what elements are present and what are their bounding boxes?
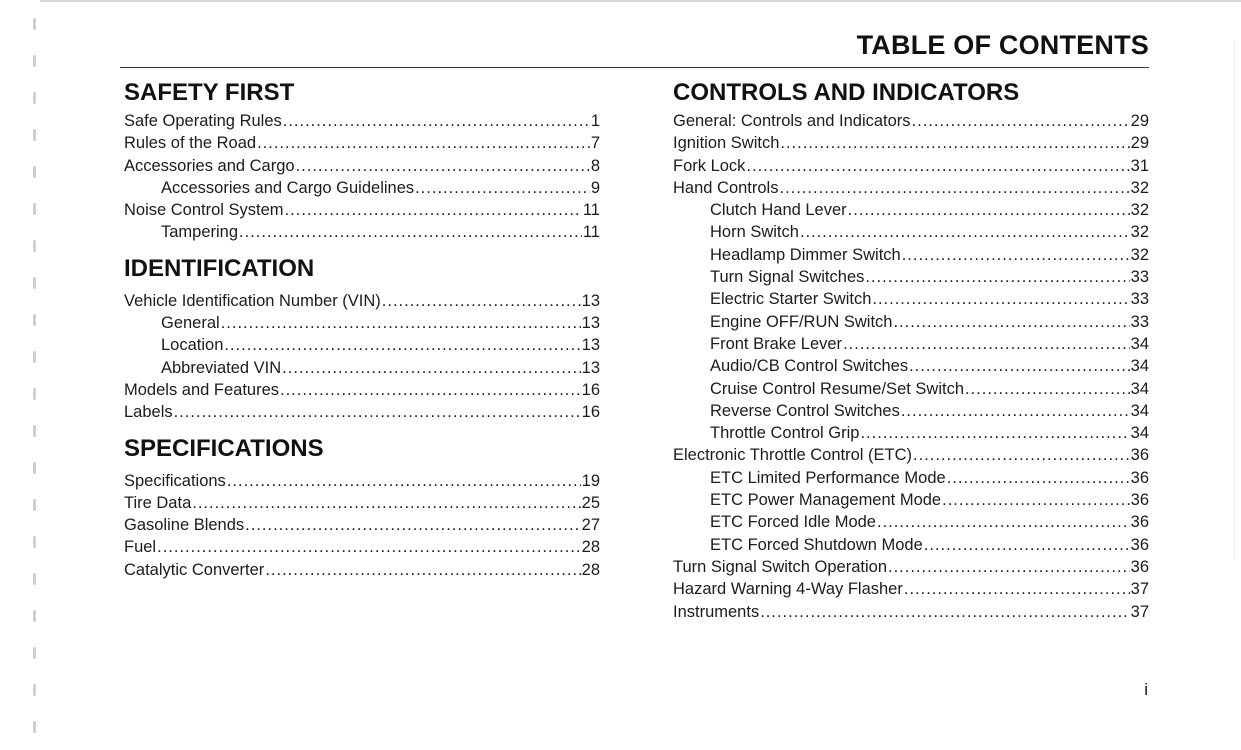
toc-dot-leader bbox=[942, 489, 1130, 511]
section-entries-controls-and-indicators bbox=[673, 110, 1149, 623]
toc-entry-title: ETC Power Management Mode bbox=[710, 491, 942, 510]
toc-entry-page: 36 bbox=[1130, 468, 1149, 487]
toc-entry-page: 36 bbox=[1130, 491, 1149, 510]
toc-entry-page: 16 bbox=[581, 403, 600, 422]
toc-entry-page: 37 bbox=[1130, 580, 1149, 599]
toc-entry[interactable] bbox=[124, 155, 600, 177]
binding-mark bbox=[33, 55, 36, 67]
toc-entry-title: Catalytic Converter bbox=[124, 560, 265, 579]
toc-entry-page: 34 bbox=[1130, 424, 1149, 443]
toc-entry-title: Abbreviated VIN bbox=[161, 358, 282, 377]
toc-entry-page: 34 bbox=[1130, 401, 1149, 420]
toc-entry-title: Models and Features bbox=[124, 380, 280, 399]
binding-mark bbox=[33, 647, 36, 659]
toc-dot-leader bbox=[872, 288, 1129, 310]
toc-entry-title: Clutch Hand Lever bbox=[710, 201, 847, 220]
section-heading-safety-first: SAFETY FIRST bbox=[124, 79, 295, 106]
toc-entry-title: Electronic Throttle Control (ETC) bbox=[673, 446, 913, 465]
binding-hole-marks bbox=[33, 18, 39, 728]
toc-entry[interactable] bbox=[124, 536, 600, 558]
section-heading-identification: IDENTIFICATION bbox=[124, 254, 315, 282]
toc-dot-leader bbox=[848, 199, 1130, 221]
toc-entry[interactable] bbox=[673, 221, 1149, 243]
toc-entry[interactable] bbox=[673, 177, 1149, 199]
toc-entry[interactable] bbox=[124, 401, 600, 423]
toc-entry[interactable] bbox=[124, 177, 600, 199]
toc-entry-page: 9 bbox=[590, 178, 600, 197]
toc-dot-leader bbox=[415, 177, 590, 199]
toc-entry[interactable] bbox=[124, 132, 600, 154]
toc-dot-leader bbox=[257, 132, 590, 154]
toc-entry-page: 29 bbox=[1130, 112, 1149, 130]
toc-entry-page: 34 bbox=[1130, 379, 1149, 398]
toc-entry[interactable] bbox=[673, 355, 1149, 377]
toc-entry[interactable] bbox=[124, 290, 600, 312]
toc-entry-title: Reverse Control Switches bbox=[710, 401, 900, 420]
toc-entry-title: Tampering bbox=[161, 223, 239, 242]
toc-entry-page: 36 bbox=[1130, 446, 1149, 465]
toc-entry-title: Cruise Control Resume/Set Switch bbox=[710, 379, 965, 398]
toc-entry[interactable] bbox=[673, 266, 1149, 288]
binding-mark bbox=[33, 721, 36, 733]
toc-entry-title: Turn Signal Switch Operation bbox=[673, 557, 887, 576]
title-divider bbox=[120, 67, 1149, 68]
toc-entry-page: 1 bbox=[590, 112, 600, 130]
toc-dot-leader bbox=[192, 492, 580, 514]
toc-entry-title: Front Brake Lever bbox=[710, 334, 843, 353]
toc-dot-leader bbox=[296, 155, 590, 177]
toc-entry-title: General bbox=[161, 314, 220, 333]
toc-entry[interactable] bbox=[673, 333, 1149, 355]
toc-entry-page: 33 bbox=[1130, 290, 1149, 309]
toc-dot-leader bbox=[280, 379, 581, 401]
toc-dot-leader bbox=[265, 559, 580, 581]
toc-entry-page: 16 bbox=[581, 380, 600, 399]
toc-entry[interactable] bbox=[124, 110, 600, 132]
binding-mark bbox=[33, 388, 36, 400]
binding-mark bbox=[33, 129, 36, 141]
toc-entry[interactable] bbox=[124, 492, 600, 514]
toc-entry[interactable] bbox=[673, 422, 1149, 444]
toc-entry[interactable] bbox=[673, 534, 1149, 556]
toc-entry[interactable] bbox=[124, 514, 600, 536]
toc-entry[interactable] bbox=[124, 312, 600, 334]
binding-mark bbox=[33, 684, 36, 696]
toc-dot-leader bbox=[893, 311, 1129, 333]
toc-entry-page: 36 bbox=[1130, 535, 1149, 554]
toc-entry-title: Hazard Warning 4-Way Flasher bbox=[673, 580, 903, 599]
toc-dot-leader bbox=[888, 556, 1130, 578]
toc-entry-page: 36 bbox=[1130, 557, 1149, 576]
toc-entry[interactable] bbox=[124, 470, 600, 492]
toc-entry[interactable] bbox=[673, 511, 1149, 533]
toc-entry[interactable] bbox=[673, 199, 1149, 221]
toc-dot-leader bbox=[904, 578, 1130, 600]
toc-entry[interactable] bbox=[124, 334, 600, 356]
toc-entry-page: 19 bbox=[581, 471, 600, 490]
toc-dot-leader bbox=[843, 333, 1130, 355]
binding-mark bbox=[33, 425, 36, 437]
toc-entry[interactable] bbox=[673, 244, 1149, 266]
toc-dot-leader bbox=[901, 400, 1130, 422]
toc-dot-leader bbox=[909, 355, 1130, 377]
toc-entry-page: 28 bbox=[581, 560, 600, 579]
toc-entry-page: 34 bbox=[1130, 334, 1149, 353]
toc-entry-title: Hand Controls bbox=[673, 178, 779, 197]
binding-mark bbox=[33, 166, 36, 178]
toc-entry-page: 34 bbox=[1130, 357, 1149, 376]
toc-dot-leader bbox=[245, 514, 580, 536]
toc-entry[interactable] bbox=[673, 489, 1149, 511]
toc-dot-leader bbox=[800, 221, 1130, 243]
toc-dot-leader bbox=[283, 110, 590, 132]
toc-dot-leader bbox=[157, 536, 581, 558]
binding-mark bbox=[33, 351, 36, 363]
toc-entry-title: Audio/CB Control Switches bbox=[710, 357, 909, 376]
toc-entry-page: 33 bbox=[1130, 268, 1149, 287]
toc-entry[interactable] bbox=[673, 110, 1149, 132]
binding-mark bbox=[33, 573, 36, 585]
page-top-edge bbox=[40, 0, 1241, 2]
toc-entry-page: 33 bbox=[1130, 312, 1149, 331]
toc-entry-page: 13 bbox=[581, 291, 600, 310]
page-number: i bbox=[1144, 680, 1148, 699]
toc-entry-title: Labels bbox=[124, 403, 173, 422]
toc-entry-title: Rules of the Road bbox=[124, 134, 257, 153]
toc-entry-title: General: Controls and Indicators bbox=[673, 112, 911, 130]
toc-entry[interactable] bbox=[673, 378, 1149, 400]
toc-entry-title: Instruments bbox=[673, 602, 760, 621]
toc-dot-leader bbox=[227, 470, 581, 492]
toc-dot-leader bbox=[224, 334, 580, 356]
toc-entry-title: Fork Lock bbox=[673, 156, 746, 175]
toc-dot-leader bbox=[912, 110, 1130, 132]
toc-entry-title: Safe Operating Rules bbox=[124, 112, 282, 130]
toc-entry-title: ETC Forced Shutdown Mode bbox=[710, 535, 923, 554]
toc-entry-page: 28 bbox=[581, 538, 600, 557]
binding-mark bbox=[33, 536, 36, 548]
toc-entry[interactable] bbox=[673, 288, 1149, 310]
toc-dot-leader bbox=[965, 378, 1130, 400]
toc-dot-leader bbox=[877, 511, 1130, 533]
section-entries-identification bbox=[124, 290, 600, 424]
toc-entry-title: Tire Data bbox=[124, 493, 192, 512]
section-entries-safety-first bbox=[124, 110, 600, 244]
binding-mark bbox=[33, 314, 36, 326]
section-heading-specifications: SPECIFICATIONS bbox=[124, 434, 324, 462]
toc-left-column bbox=[124, 78, 600, 581]
toc-dot-leader bbox=[779, 177, 1129, 199]
toc-entry-page: 13 bbox=[581, 336, 600, 355]
toc-entry-page: 32 bbox=[1130, 245, 1149, 264]
toc-dot-leader bbox=[174, 401, 581, 423]
page-right-edge bbox=[1234, 40, 1235, 560]
binding-mark bbox=[33, 462, 36, 474]
toc-dot-leader bbox=[780, 132, 1129, 154]
toc-entry-title: Engine OFF/RUN Switch bbox=[710, 312, 893, 331]
binding-mark bbox=[33, 499, 36, 511]
toc-entry-title: Specifications bbox=[124, 471, 226, 490]
toc-entry-page: 29 bbox=[1130, 134, 1149, 153]
section-entries-specifications bbox=[124, 470, 600, 581]
toc-dot-leader bbox=[285, 199, 582, 221]
toc-entry-title: Accessories and Cargo Guidelines bbox=[161, 178, 415, 197]
toc-dot-leader bbox=[382, 290, 581, 312]
toc-dot-leader bbox=[760, 601, 1129, 623]
toc-dot-leader bbox=[865, 266, 1129, 288]
toc-dot-leader bbox=[947, 467, 1130, 489]
toc-dot-leader bbox=[924, 534, 1130, 556]
toc-entry-page: 11 bbox=[582, 201, 600, 220]
toc-entry-page: 13 bbox=[581, 358, 600, 377]
toc-entry-page: 36 bbox=[1130, 513, 1149, 532]
toc-entry[interactable] bbox=[124, 221, 600, 243]
toc-entry-title: Vehicle Identification Number (VIN) bbox=[124, 291, 381, 310]
toc-entry-page: 32 bbox=[1130, 178, 1149, 197]
toc-dot-leader bbox=[913, 444, 1130, 466]
toc-entry[interactable] bbox=[673, 578, 1149, 600]
binding-mark bbox=[33, 240, 36, 252]
toc-entry[interactable] bbox=[673, 132, 1149, 154]
toc-entry-page: 7 bbox=[590, 134, 600, 153]
toc-entry-page: 27 bbox=[581, 516, 600, 535]
toc-entry[interactable] bbox=[673, 601, 1149, 623]
toc-dot-leader bbox=[239, 221, 582, 243]
toc-dot-leader bbox=[860, 422, 1129, 444]
toc-entry-title: Fuel bbox=[124, 538, 157, 557]
toc-entry[interactable] bbox=[673, 400, 1149, 422]
toc-entry-page: 37 bbox=[1130, 602, 1149, 621]
toc-entry[interactable] bbox=[124, 199, 600, 221]
toc-entry-page: 13 bbox=[581, 314, 600, 333]
toc-entry-page: 11 bbox=[582, 223, 600, 242]
toc-entry-title: Electric Starter Switch bbox=[710, 290, 872, 309]
toc-entry[interactable] bbox=[673, 444, 1149, 466]
toc-entry[interactable] bbox=[124, 559, 600, 581]
toc-entry[interactable] bbox=[673, 467, 1149, 489]
toc-right-column bbox=[673, 78, 1149, 623]
toc-entry[interactable] bbox=[124, 357, 600, 379]
toc-entry[interactable] bbox=[673, 155, 1149, 177]
toc-entry-title: Gasoline Blends bbox=[124, 516, 245, 535]
toc-entry-title: Accessories and Cargo bbox=[124, 156, 295, 175]
binding-mark bbox=[33, 277, 36, 289]
toc-entry-title: Throttle Control Grip bbox=[710, 424, 860, 443]
toc-entry-page: 32 bbox=[1130, 201, 1149, 220]
toc-entry-page: 31 bbox=[1130, 156, 1149, 175]
toc-entry[interactable] bbox=[673, 311, 1149, 333]
toc-entry-page: 8 bbox=[590, 156, 600, 175]
toc-dot-leader bbox=[282, 357, 580, 379]
toc-entry-title: Headlamp Dimmer Switch bbox=[710, 245, 901, 264]
page-title: TABLE OF CONTENTS bbox=[856, 30, 1149, 60]
toc-entry[interactable] bbox=[124, 379, 600, 401]
binding-mark bbox=[33, 92, 36, 104]
toc-entry-title: Turn Signal Switches bbox=[710, 268, 865, 287]
binding-mark bbox=[33, 18, 36, 30]
toc-entry-title: ETC Forced Idle Mode bbox=[710, 513, 876, 532]
toc-entry-page: 32 bbox=[1130, 223, 1149, 242]
section-heading-controls-and-indicators: CONTROLS AND INDICATORS bbox=[673, 79, 1020, 106]
binding-mark bbox=[33, 610, 36, 622]
toc-dot-leader bbox=[902, 244, 1130, 266]
toc-entry-title: Location bbox=[161, 336, 224, 355]
toc-dot-leader bbox=[221, 312, 581, 334]
toc-entry[interactable] bbox=[673, 556, 1149, 578]
binding-mark bbox=[33, 203, 36, 215]
toc-entry-title: Ignition Switch bbox=[673, 134, 780, 153]
toc-dot-leader bbox=[746, 155, 1129, 177]
toc-entry-title: ETC Limited Performance Mode bbox=[710, 468, 946, 487]
toc-entry-page: 25 bbox=[581, 493, 600, 512]
toc-entry-title: Noise Control System bbox=[124, 201, 284, 220]
toc-entry-title: Horn Switch bbox=[710, 223, 799, 242]
